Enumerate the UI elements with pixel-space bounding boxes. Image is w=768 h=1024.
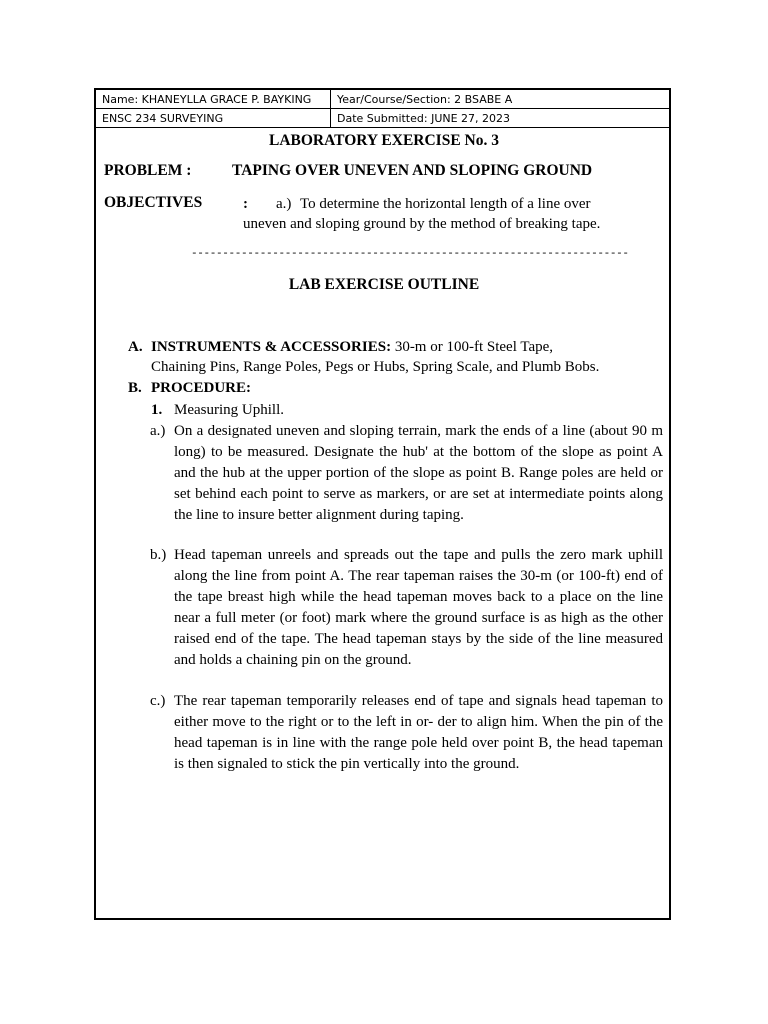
problem-text: TAPING OVER UNEVEN AND SLOPING GROUND [232,162,593,179]
procedure-c-text: The rear tapeman temporarily releases end of tape and signals head tapeman to either move to the right or to the left in or- der to align him. When the pin of the head tapeman is in line with the range pole held over point B, the head tapeman is then signaled to stick the pin vertically into the ground. [174,693,663,772]
section-b-heading: PROCEDURE: [151,380,251,396]
student-name-cell: Name: KHANEYLLA GRACE P. BAYKING [96,90,331,109]
header-row [96,90,669,109]
procedure-a-text: On a designated uneven and sloping terrain, mark the ends of a line (about 90 m long) to be measured. Designate the hub' at the bottom of the slope as point A and the hub at the upper portion of the slope as point B. Range poles are held or set behind each point to serve as markers, or are set at intermediate points along the line to insure better alignment during taping. [174,423,663,523]
section-a-heading: INSTRUMENTS & ACCESSORIES: [151,339,392,355]
step-1-marker: 1. [151,402,163,418]
procedure-c-marker: c.) [150,693,166,709]
section-a-text-1: 30-m or 100-ft Steel Tape, [394,339,554,355]
year-course-section-cell: Year/Course/Section: 2 BSABE A [331,90,670,109]
objective-line-2: uneven and sloping ground by the method of breaking tape. [243,216,601,232]
section-b-marker: B. [128,380,142,396]
problem-label: PROBLEM : [104,162,192,179]
exercise-title: LABORATORY EXERCISE No. 3 [269,132,499,149]
course-cell: ENSC 234 SURVEYING [96,109,331,128]
outline-title: LAB EXERCISE OUTLINE [288,276,480,293]
header-row [96,109,669,128]
objectives-label: OBJECTIVES [104,194,203,211]
procedure-b-marker: b.) [150,547,167,563]
procedure-b-text: Head tapeman unreels and spreads out the tape and pulls the zero mark uphill along the line from point A. The rear tapeman raises the 30-m (or 100-ft) end of the tape breast high while the head tapeman moves back to a place on the line near a full meter (or foot) mark where the ground surface is as high as the other raised end of the tape. The head tapeman stays by the side of the line measured and holds a chaining pin on the ground. [174,547,663,668]
step-1-text: Measuring Uphill. [174,402,284,418]
objective-line-1: To determine the horizontal length of a line over [300,196,591,212]
section-a-text-2: Chaining Pins, Range Poles, Pegs or Hubs, Spring Scale, and Plumb Bobs. [151,359,600,375]
objective-marker: a.) [276,196,292,212]
objectives-colon: : [243,196,248,212]
section-a-line-1 [151,337,553,358]
date-submitted-cell: Date Submitted: JUNE 27, 2023 [331,109,670,128]
procedure-a-marker: a.) [150,423,166,439]
section-a-marker: A. [128,339,143,355]
section-divider: ---------------------------------------------------------------------- [191,248,629,260]
header-table [96,90,669,128]
